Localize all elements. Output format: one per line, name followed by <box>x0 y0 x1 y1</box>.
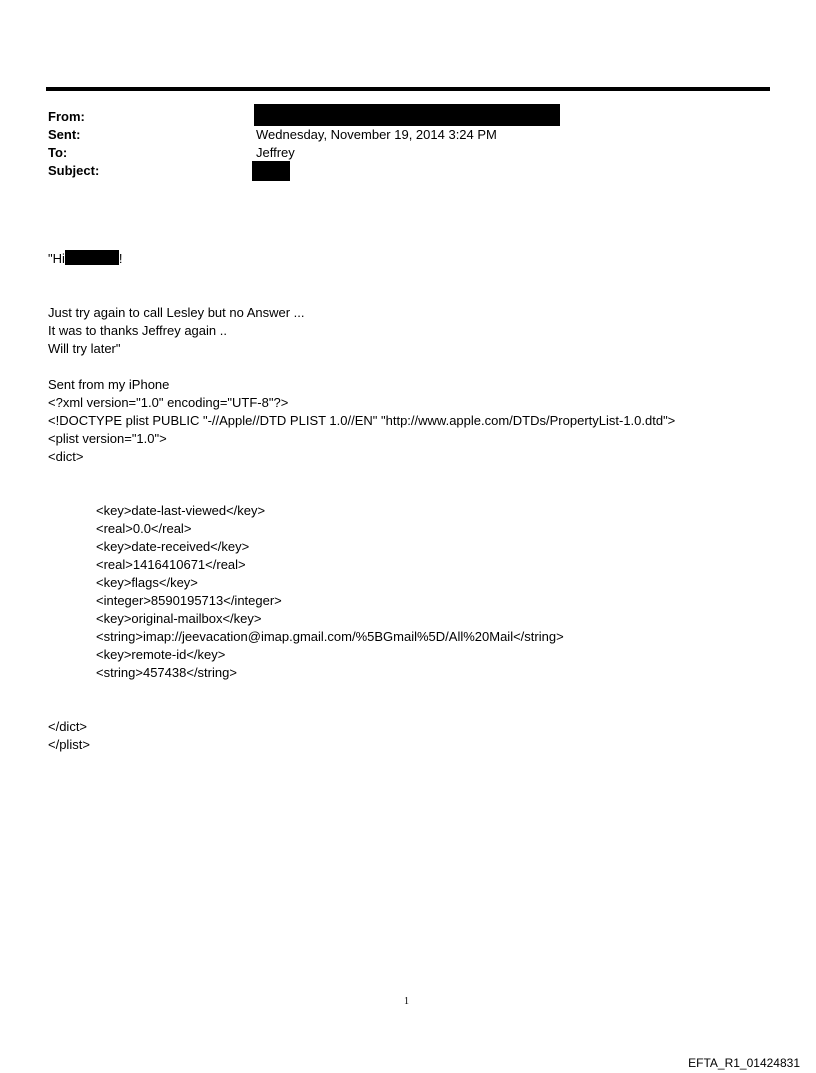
body-line: <key>original-mailbox</key> <box>96 611 262 626</box>
body-line: Will try later" <box>48 341 121 356</box>
body-line: Sent from my iPhone <box>48 377 170 392</box>
email-body <box>48 214 788 772</box>
body-line: <string>imap://jeevacation@imap.gmail.com/%5BGmail%5D/All%20Mail</string> <box>96 629 564 644</box>
body-line: <key>date-last-viewed</key> <box>96 503 266 518</box>
body-line: <?xml version="1.0" encoding="UTF-8"?> <box>48 395 289 410</box>
greeting-suffix: ! <box>118 251 123 266</box>
greeting-redaction <box>65 250 119 265</box>
body-line: <key>date-received</key> <box>96 539 250 554</box>
to-value: Jeffrey <box>256 145 295 160</box>
body-line: <string>457438</string> <box>96 665 237 680</box>
body-line <box>48 358 788 376</box>
from-redaction <box>254 104 560 126</box>
body-line: <real>0.0</real> <box>96 521 192 536</box>
to-label: To: <box>48 145 68 160</box>
sent-label: Sent: <box>48 127 81 142</box>
subject-label: Subject: <box>48 163 100 178</box>
body-line: <integer>8590195713</integer> <box>96 593 282 608</box>
body-line: <plist version="1.0"> <box>48 431 167 446</box>
body-line: <!DOCTYPE plist PUBLIC "-//Apple//DTD PLIST 1.0//EN" "http://www.apple.com/DTDs/PropertyList-1.0.dtd"> <box>48 413 676 428</box>
greeting-prefix: "Hi <box>48 251 65 266</box>
body-line: <key>remote-id</key> <box>96 647 226 662</box>
body-line: It was to thanks Jeffrey again .. <box>48 323 227 338</box>
body-line: </plist> <box>48 737 90 752</box>
body-line: <real>1416410671</real> <box>96 557 246 572</box>
header-rule <box>46 87 770 91</box>
body-line: <key>flags</key> <box>96 575 198 590</box>
bates-number: EFTA_R1_01424831 <box>688 1056 800 1070</box>
body-line: </dict> <box>48 719 88 734</box>
page-number: 1 <box>404 996 409 1007</box>
body-line: <dict> <box>48 449 84 464</box>
sent-value: Wednesday, November 19, 2014 3:24 PM <box>256 127 497 142</box>
from-label: From: <box>48 109 85 124</box>
greeting-line <box>48 250 788 268</box>
subject-redaction <box>252 161 290 181</box>
body-line: Just try again to call Lesley but no Answer ... <box>48 305 305 320</box>
